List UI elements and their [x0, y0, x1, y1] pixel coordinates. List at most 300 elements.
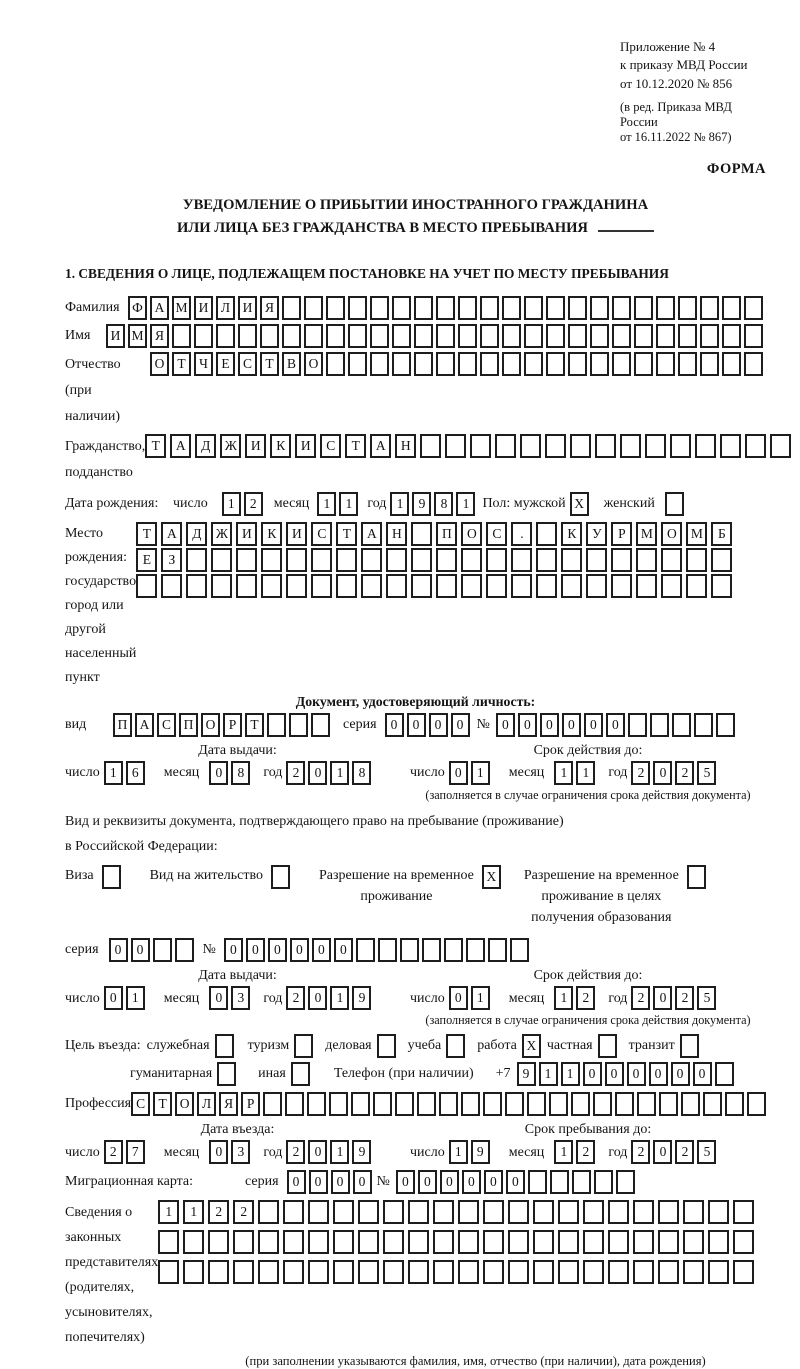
appendix-line: к приказу МВД России [620, 57, 748, 73]
form-cell [700, 324, 719, 348]
res-series-cells [109, 938, 197, 962]
form-cell: О [661, 522, 682, 546]
form-cell [436, 296, 455, 320]
temp-permit-checkbox [474, 865, 504, 889]
birth-place-row2 [136, 548, 736, 572]
form-cell: 0 [109, 938, 128, 962]
form-cell: 0 [518, 713, 537, 737]
form-cell: П [179, 713, 198, 737]
form-cell [672, 713, 691, 737]
year-label: год [367, 495, 387, 511]
form-cell [386, 548, 407, 572]
form-cell: С [238, 352, 257, 376]
form-cell [695, 434, 716, 458]
form-cell: Т [136, 522, 157, 546]
form-cell [620, 434, 641, 458]
form-checkbox-cell [217, 1062, 236, 1086]
form-cell [545, 434, 566, 458]
form-cell: М [686, 522, 707, 546]
form-cell [260, 324, 279, 348]
form-cell [258, 1230, 279, 1254]
form-cell: П [436, 522, 457, 546]
form-cell [211, 548, 232, 572]
form-cell [520, 434, 541, 458]
form-cell [386, 574, 407, 598]
field-migration-card [65, 1170, 766, 1194]
residence-doc-dates [65, 968, 766, 1028]
phone-prefix: +7 [495, 1065, 511, 1081]
form-cell: Ф [128, 296, 147, 320]
form-checkbox-cell [291, 1062, 310, 1086]
form-checkbox-cell [680, 1034, 699, 1058]
form-label: ФОРМА [706, 161, 766, 178]
form-cell [329, 1092, 348, 1116]
form-cell [568, 352, 587, 376]
form-cell [608, 1200, 629, 1224]
form-cell: Д [195, 434, 216, 458]
form-cell [722, 296, 741, 320]
form-cell: О [150, 352, 169, 376]
form-cell [483, 1260, 504, 1284]
form-cell [590, 324, 609, 348]
form-cell: 1 [222, 492, 241, 516]
form-cell: Р [611, 522, 632, 546]
form-cell: О [461, 522, 482, 546]
form-checkbox-cell [598, 1034, 617, 1058]
form-cell [568, 324, 587, 348]
form-cell: Н [395, 434, 416, 458]
form-cell: Р [241, 1092, 260, 1116]
mc-series-cells [287, 1170, 375, 1194]
form-cell [283, 1230, 304, 1254]
form-cell [508, 1230, 529, 1254]
form-cell: 2 [675, 761, 694, 785]
form-checkbox-cell [446, 1034, 465, 1058]
stay-until-heading: Срок пребывания до: [524, 1121, 652, 1137]
form-cell: Т [145, 434, 166, 458]
form-cell [645, 434, 666, 458]
form-cell [333, 1230, 354, 1254]
form-cell: М [636, 522, 657, 546]
form-cell [480, 324, 499, 348]
form-cell [420, 434, 441, 458]
representatives-row1 [158, 1200, 758, 1224]
form-cell [510, 938, 529, 962]
form-cell [633, 1230, 654, 1254]
form-cell [524, 296, 543, 320]
doc-kind-cells [113, 713, 333, 737]
form-cell [550, 1170, 569, 1194]
form-cell [612, 296, 631, 320]
doc-number-cells [496, 713, 738, 737]
form-cell [326, 324, 345, 348]
birth-place-cell-rows [136, 522, 766, 598]
form-cell [628, 713, 647, 737]
field-representatives [65, 1200, 766, 1350]
form-cell [611, 574, 632, 598]
form-cell: Т [172, 352, 191, 376]
form-cell [216, 324, 235, 348]
form-cell [358, 1200, 379, 1224]
birth-month-cells [317, 492, 361, 516]
form-checkbox-cell [271, 865, 290, 889]
birth-year-cells [390, 492, 478, 516]
form-cell [595, 434, 616, 458]
form-cell [153, 938, 172, 962]
form-cell [656, 296, 675, 320]
form-cell [524, 324, 543, 348]
form-cell: И [106, 324, 125, 348]
form-cell: 0 [584, 713, 603, 737]
birth-day-cells [222, 492, 266, 516]
form-cell [383, 1230, 404, 1254]
form-cell [392, 324, 411, 348]
form-cell: 0 [653, 986, 672, 1010]
form-checkbox-cell [102, 865, 121, 889]
form-cell [678, 352, 697, 376]
purpose-option-private: частная [547, 1034, 617, 1058]
option-residence-permit: Вид на жительство [150, 865, 293, 889]
form-cell: Т [153, 1092, 172, 1116]
form-cell: 0 [308, 761, 327, 785]
form-cell [304, 296, 323, 320]
form-cell [408, 1230, 429, 1254]
form-cell [311, 574, 332, 598]
form-cell: И [238, 296, 257, 320]
form-cell: 0 [268, 938, 287, 962]
res-issue-cells: число 0 1 месяц 0 3 год 2 0 1 9 [65, 986, 410, 1010]
form-cell: Я [260, 296, 279, 320]
form-cell: 0 [418, 1170, 437, 1194]
form-cell [282, 296, 301, 320]
form-cell: Я [150, 324, 169, 348]
form-cell [637, 1092, 656, 1116]
form-cell: 0 [649, 1062, 668, 1086]
form-cell: Б [711, 522, 732, 546]
form-cell [711, 548, 732, 572]
form-cell [411, 522, 432, 546]
form-cell [661, 548, 682, 572]
field-given-name [65, 324, 766, 348]
appendix-line: Приложение № 4 [620, 39, 716, 54]
form-cell [611, 548, 632, 572]
form-cell [348, 324, 367, 348]
birth-place-labels: Место рождения: государство город или другой населенный пункт [65, 525, 137, 685]
form-cell [634, 324, 653, 348]
form-cell [486, 548, 507, 572]
form-cell: 0 [496, 713, 515, 737]
form-cell [636, 548, 657, 572]
form-cell [700, 352, 719, 376]
form-cell: 0 [449, 761, 468, 785]
form-cell: К [261, 522, 282, 546]
form-cell [659, 1092, 678, 1116]
form-cell: 0 [653, 1140, 672, 1164]
sex-male-checkbox [570, 492, 592, 516]
form-cell: 3 [231, 986, 250, 1010]
form-cell [258, 1260, 279, 1284]
form-cell: 9 [517, 1062, 536, 1086]
form-cell: 0 [309, 1170, 328, 1194]
form-cell: С [320, 434, 341, 458]
form-cell: 5 [697, 761, 716, 785]
form-cell [267, 713, 286, 737]
form-cell [546, 324, 565, 348]
form-cell: 9 [471, 1140, 490, 1164]
form-cell [533, 1230, 554, 1254]
form-cell: 0 [334, 938, 353, 962]
form-cell: Ж [220, 434, 241, 458]
form-cell [683, 1230, 704, 1254]
form-cell [656, 324, 675, 348]
form-cell [348, 296, 367, 320]
form-cell: 2 [208, 1200, 229, 1224]
form-cell [536, 548, 557, 572]
form-cell: 2 [286, 986, 305, 1010]
entry-date-cells: число 2 7 месяц 0 3 год 2 0 1 9 [65, 1140, 410, 1164]
sex-female-checkbox [665, 492, 687, 516]
expiry-date-heading: Срок действия до: [533, 742, 643, 758]
form-cell: 2 [675, 1140, 694, 1164]
form-checkbox-cell [377, 1034, 396, 1058]
form-cell: 0 [287, 1170, 306, 1194]
revision-line: (в ред. Приказа МВД России [620, 100, 732, 130]
form-cell [236, 548, 257, 572]
form-cell [480, 352, 499, 376]
representatives-row3 [158, 1260, 758, 1284]
form-cell [502, 352, 521, 376]
stay-until-cells: число 1 9 месяц 1 2 год 2 0 2 5 [410, 1140, 766, 1164]
form-cell [480, 296, 499, 320]
form-cell: 0 [627, 1062, 646, 1086]
form-cell [733, 1230, 754, 1254]
revision-line: от 16.11.2022 № 867) [620, 130, 732, 145]
res-series-label: серия [65, 941, 99, 957]
form-cell [586, 548, 607, 572]
form-cell [175, 938, 194, 962]
form-cell: 8 [231, 761, 250, 785]
issue-date-heading: Дата выдачи: [198, 742, 277, 758]
form-cell: В [282, 352, 301, 376]
form-cell [486, 574, 507, 598]
form-cell: 9 [352, 986, 371, 1010]
form-cell [161, 574, 182, 598]
form-checkbox-cell [687, 865, 706, 889]
expiry-date-cells: число 0 1 месяц 1 1 год 2 0 2 5 [410, 761, 766, 785]
form-cell: 0 [353, 1170, 372, 1194]
form-title-line2: ИЛИ ЛИЦА БЕЗ ГРАЖДАНСТВА В МЕСТО ПРЕБЫВАНИЯ [65, 217, 766, 240]
form-cell [502, 296, 521, 320]
form-cell [348, 352, 367, 376]
form-cell: 0 [131, 938, 150, 962]
res-expiry-cells: число 0 1 месяц 1 2 год 2 0 2 5 [410, 986, 766, 1010]
form-cell: 0 [693, 1062, 712, 1086]
form-cell [373, 1092, 392, 1116]
form-cell: 2 [286, 761, 305, 785]
form-cell [681, 1092, 700, 1116]
form-cell [612, 324, 631, 348]
form-cell [263, 1092, 282, 1116]
form-cell [183, 1260, 204, 1284]
form-cell [370, 352, 389, 376]
representatives-labels: Сведения о законных представителях (родителях, усыновителях, попечителях) [65, 1204, 159, 1345]
form-cell [436, 548, 457, 572]
form-cell: С [157, 713, 176, 737]
form-cell [308, 1230, 329, 1254]
res-number-label: № [202, 941, 216, 957]
form-cell: М [128, 324, 147, 348]
form-cell [470, 434, 491, 458]
form-cell: 0 [407, 713, 426, 737]
residence-doc-intro: Вид и реквизиты документа, подтверждающего право на пребывание (проживание) в Российской Федерации: [65, 813, 564, 854]
form-cell [608, 1260, 629, 1284]
form-cell [286, 574, 307, 598]
form-cell [558, 1230, 579, 1254]
form-cell [586, 574, 607, 598]
form-cell [686, 548, 707, 572]
form-cell: 2 [576, 986, 595, 1010]
form-cell: 0 [484, 1170, 503, 1194]
form-cell [612, 352, 631, 376]
form-cell [536, 522, 557, 546]
form-cell: 2 [286, 1140, 305, 1164]
field-patronymic [65, 352, 766, 430]
form-cell [505, 1092, 524, 1116]
birth-date-label: Дата рождения: [65, 495, 159, 511]
form-cell [708, 1260, 729, 1284]
form-cell [683, 1260, 704, 1284]
form-cell [417, 1092, 436, 1116]
field-identity-doc [65, 713, 766, 737]
form-cell: А [150, 296, 169, 320]
form-cell [466, 938, 485, 962]
form-cell [444, 938, 463, 962]
form-cell: А [161, 522, 182, 546]
temp-permit-label: Разрешение на временное проживание [318, 867, 474, 904]
form-cell [307, 1092, 326, 1116]
form-cell: 2 [233, 1200, 254, 1224]
form-cell [528, 1170, 547, 1194]
form-cell: У [586, 522, 607, 546]
form-cell [590, 296, 609, 320]
form-cell [483, 1092, 502, 1116]
form-cell [725, 1092, 744, 1116]
form-cell: 9 [352, 1140, 371, 1164]
form-cell: О [175, 1092, 194, 1116]
surname-label: Фамилия [65, 299, 120, 315]
form-cell [524, 352, 543, 376]
section1-heading: 1. СВЕДЕНИЯ О ЛИЦЕ, ПОДЛЕЖАЩЕМ ПОСТАНОВКЕ НА УЧЕТ ПО МЕСТУ ПРЕБЫВАНИЯ [65, 265, 669, 281]
migration-card-label: Миграционная карта: [65, 1173, 194, 1189]
doc-kind-label: вид [65, 716, 87, 732]
form-title [65, 194, 766, 239]
form-cell: 3 [231, 1140, 250, 1164]
form-cell: 2 [576, 1140, 595, 1164]
form-cell [411, 548, 432, 572]
form-cell: Д [186, 522, 207, 546]
form-checkbox-cell [665, 492, 684, 516]
form-cell [558, 1200, 579, 1224]
purpose-option-other: иная [258, 1062, 310, 1086]
residence-doc-options [65, 865, 766, 928]
form-cell [678, 296, 697, 320]
field-purpose-row2 [65, 1062, 766, 1086]
form-cell: И [194, 296, 213, 320]
form-cell [326, 352, 345, 376]
form-checkbox-cell: X [482, 865, 501, 889]
form-cell [308, 1200, 329, 1224]
form-cell [283, 1260, 304, 1284]
form-cell: 0 [562, 713, 581, 737]
doc-series-label: серия [343, 716, 377, 732]
form-cell [458, 1230, 479, 1254]
form-checkbox-cell: X [522, 1034, 541, 1058]
form-cell [458, 352, 477, 376]
form-cell [258, 1200, 279, 1224]
form-cell [433, 1200, 454, 1224]
form-cell [572, 1170, 591, 1194]
form-cell: С [486, 522, 507, 546]
form-cell: 0 [440, 1170, 459, 1194]
form-cell: 0 [312, 938, 331, 962]
field-citizenship [65, 434, 766, 486]
form-cell [308, 1260, 329, 1284]
form-cell [458, 1200, 479, 1224]
form-cell: 1 [330, 986, 349, 1010]
form-cell: 5 [697, 1140, 716, 1164]
form-cell: 0 [246, 938, 265, 962]
res-number-cells [224, 938, 532, 962]
form-cell [616, 1170, 635, 1194]
form-cell: 0 [104, 986, 123, 1010]
form-cell [233, 1230, 254, 1254]
form-cell [261, 548, 282, 572]
field-profession [65, 1092, 766, 1116]
form-cell [558, 1260, 579, 1284]
appendix-note [620, 38, 766, 145]
form-checkbox-cell: X [570, 492, 589, 516]
purpose-option-transit: транзит [629, 1034, 699, 1058]
form-cell [283, 1200, 304, 1224]
res-issue-heading: Дата выдачи: [198, 967, 277, 983]
entry-stay-dates [65, 1122, 766, 1164]
form-cell [351, 1092, 370, 1116]
form-cell: 0 [653, 761, 672, 785]
res-expiry-note: (заполняется в случае ограничения срока действия документа) [425, 1012, 751, 1027]
residence-permit-checkbox [263, 865, 293, 889]
form-cell: 6 [126, 761, 145, 785]
form-cell [694, 713, 713, 737]
form-cell [744, 352, 763, 376]
form-cell [136, 574, 157, 598]
form-cell: А [135, 713, 154, 737]
patronymic-cells [150, 352, 766, 376]
form-cell [634, 296, 653, 320]
sex-male-label: Пол: мужской [482, 495, 566, 511]
field-residence-doc-number [65, 938, 766, 962]
form-cell: 1 [449, 1140, 468, 1164]
given-name-cells [106, 324, 766, 348]
form-cell [658, 1260, 679, 1284]
form-cell: Я [219, 1092, 238, 1116]
purpose-option-study: учеба [408, 1034, 466, 1058]
day-label: число [173, 495, 208, 511]
field-surname [65, 296, 766, 320]
res-expiry-heading: Срок действия до: [533, 967, 643, 983]
form-cell [194, 324, 213, 348]
form-cell [502, 324, 521, 348]
form-cell: 1 [554, 761, 573, 785]
